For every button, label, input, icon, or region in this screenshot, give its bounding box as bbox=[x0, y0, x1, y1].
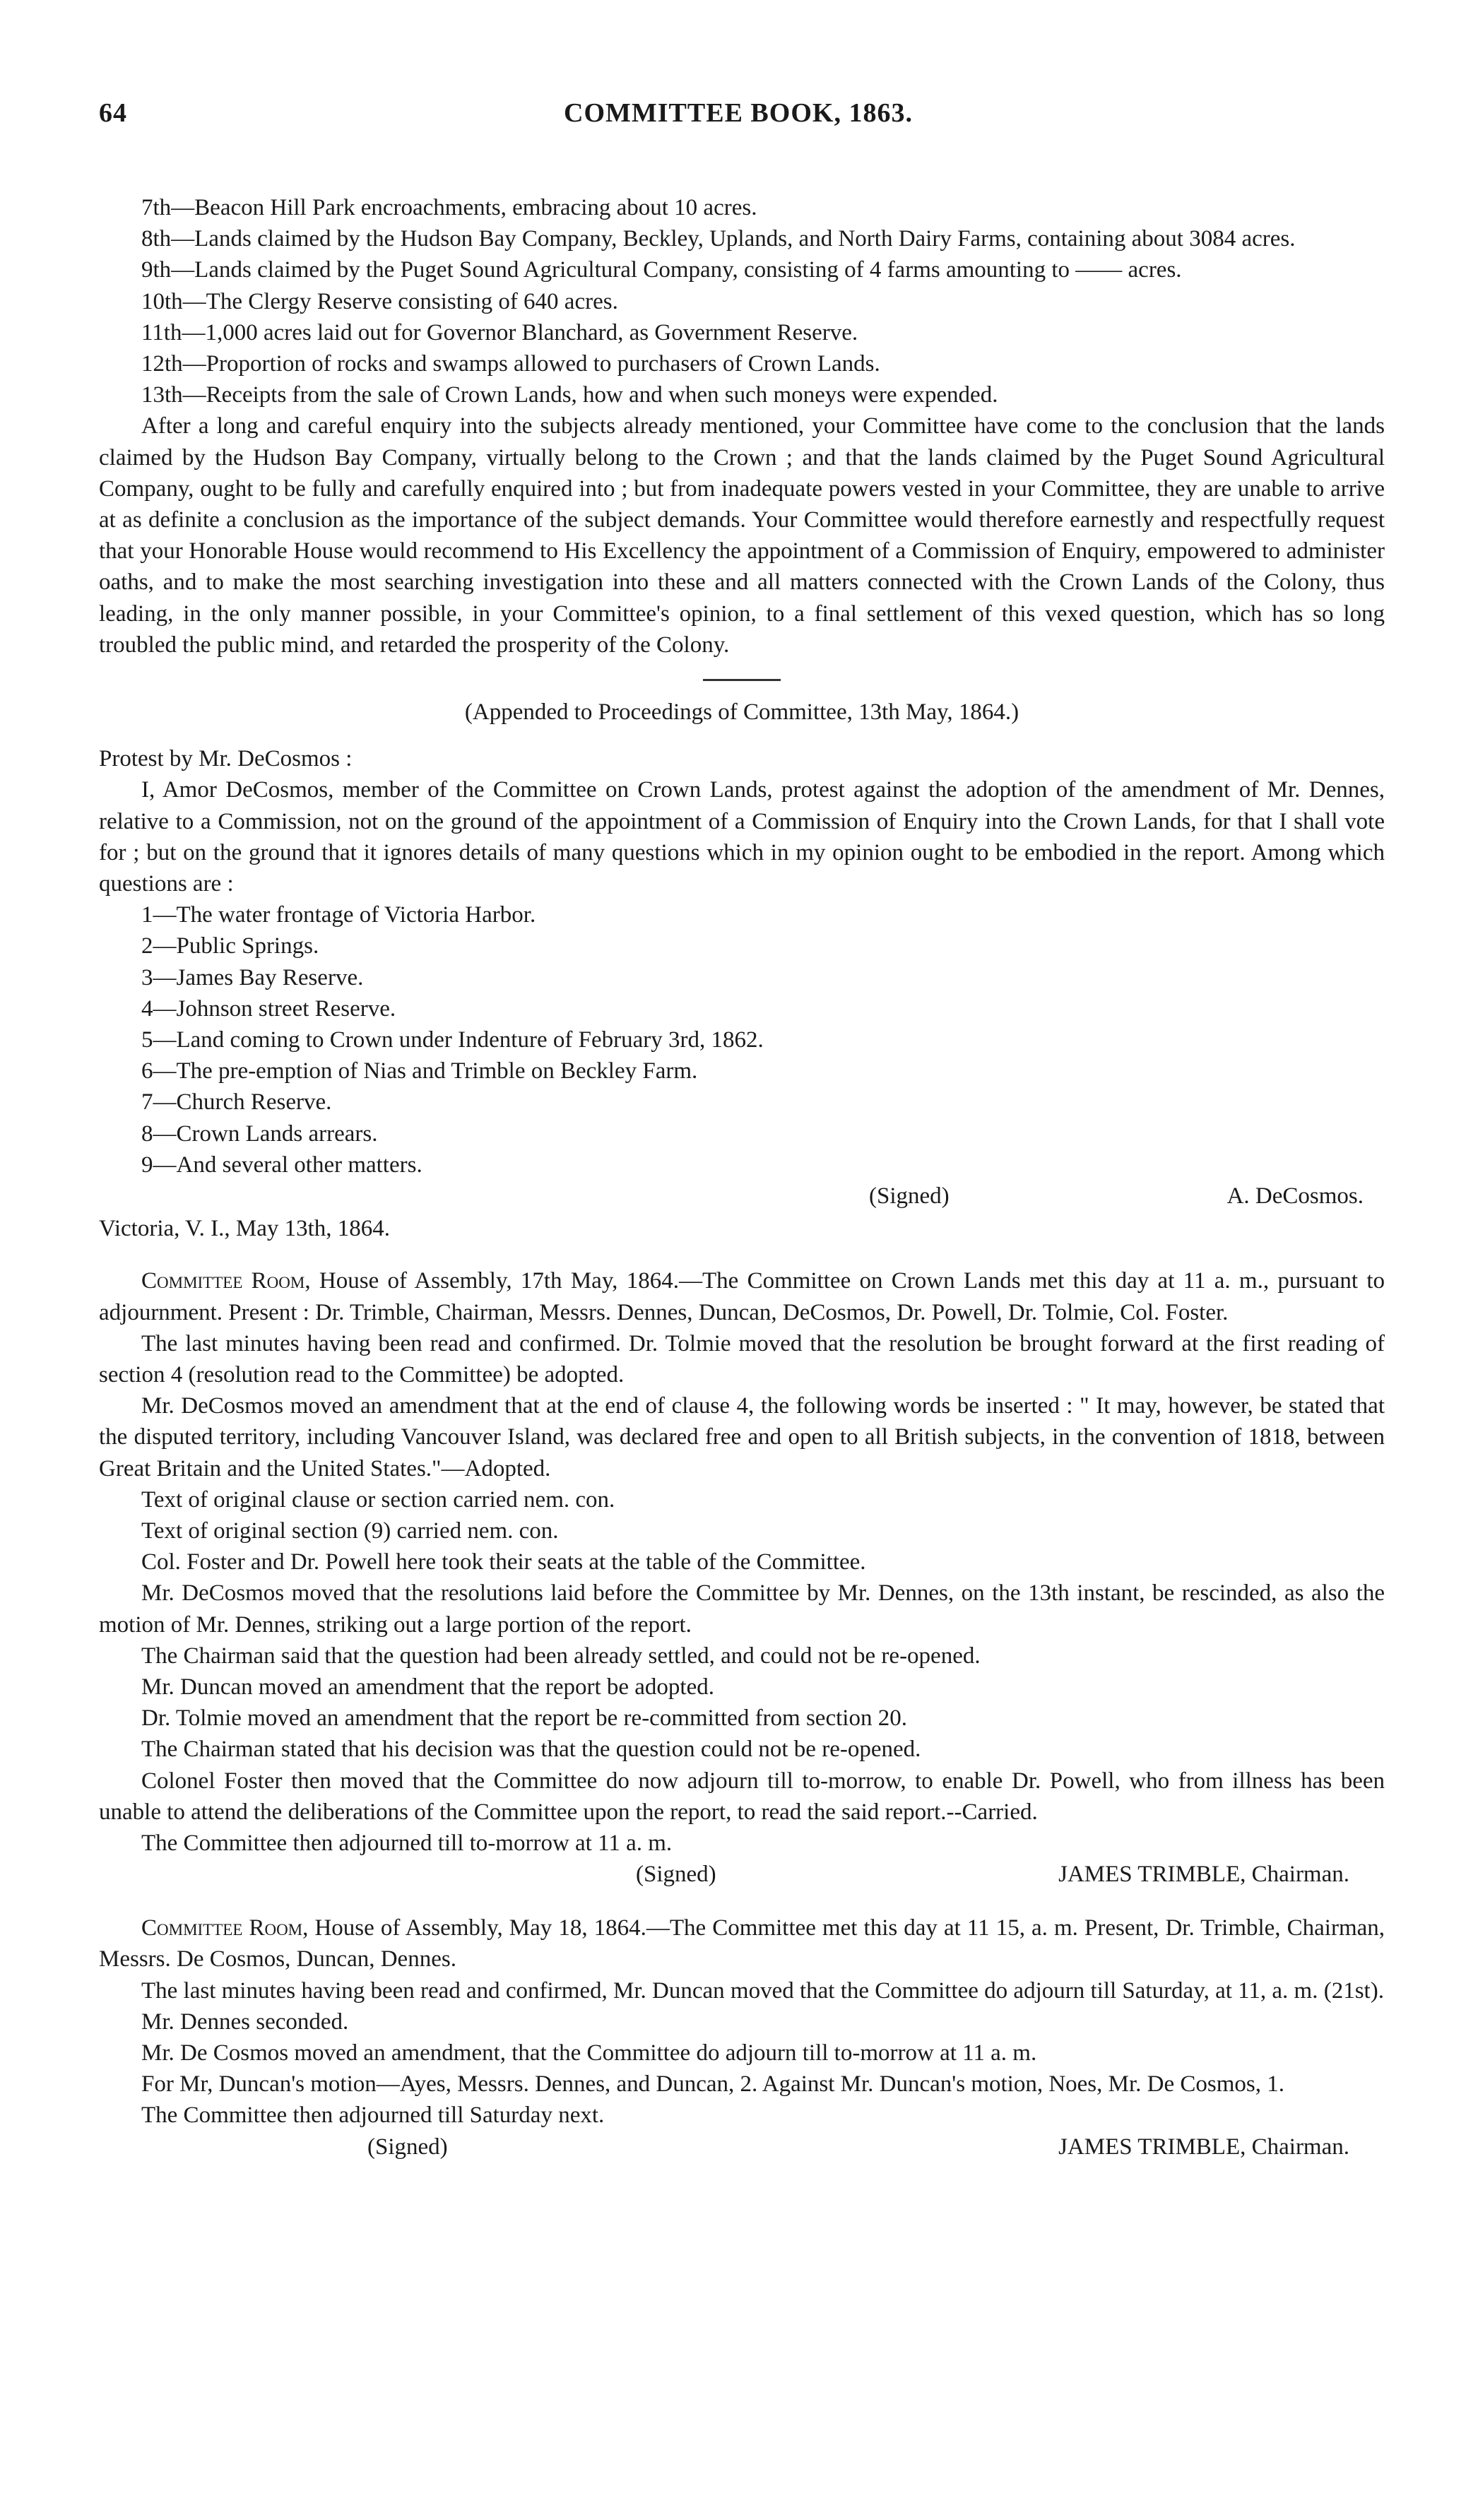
minutes-lead: Committee Room, bbox=[141, 1268, 311, 1294]
section-divider bbox=[703, 679, 781, 681]
protest-item: 8—Crown Lands arrears. bbox=[141, 1120, 378, 1147]
minutes-para: The last minutes having been read and confirmed. Dr. Tolmie moved that the resolution be brought forward at the first reading of section 4 (resolution read to the Committee) be adopted. bbox=[99, 1330, 1385, 1388]
report-item: 8th—Lands claimed by the Hudson Bay Company, Beckley, Uplands, and North Dairy Farms, containing about 3084 acres. bbox=[141, 226, 1296, 252]
protest-item: 9—And several other matters. bbox=[141, 1152, 422, 1178]
report-item: 12th—Proportion of rocks and swamps allowed to purchasers of Crown Lands. bbox=[141, 351, 880, 377]
minutes-para: Mr. DeCosmos moved an amendment that at the end of clause 4, the following words be inserted : " It may, however, be stated that the disputed territory, including Vancouver Island, was declared free and open to all British subjects, in the convention of 1818, between Great Britain and the United States."—Adopted. bbox=[99, 1393, 1385, 1481]
minutes-opening-text: House of Assembly, May 18, 1864.—The Committee met this day at 11 15, a. m. Present, Dr. Trimble, Chairman, Messrs. De Cosmos, Duncan, Dennes. bbox=[99, 1915, 1385, 1972]
minutes-para: Dr. Tolmie moved an amendment that the report be re-committed from section 20. bbox=[141, 1705, 907, 1732]
page-body bbox=[99, 192, 1385, 2164]
minutes-opening bbox=[99, 1265, 1385, 1327]
report-item: 13th—Receipts from the sale of Crown Lands, how and when such moneys were expended. bbox=[141, 382, 998, 408]
minutes-may-18 bbox=[99, 1912, 1385, 2163]
report-item: 7th—Beacon Hill Park encroachments, embracing about 10 acres. bbox=[141, 195, 757, 220]
protest-item: 3—James Bay Reserve. bbox=[141, 964, 364, 990]
minutes-para: Mr. DeCosmos moved that the resolutions laid before the Committee by Mr. Dennes, on the 13th instant, be rescinded, as also the motion of Mr. Dennes, striking out a large portion of the report. bbox=[99, 1580, 1385, 1638]
protest-item: 2—Public Springs. bbox=[141, 933, 319, 959]
protest-item: 5—Land coming to Crown under Indenture of February 3rd, 1862. bbox=[141, 1027, 764, 1053]
protest-section bbox=[99, 697, 1385, 1244]
signed-label: (Signed) bbox=[367, 2134, 448, 2160]
report-item: 10th—The Clergy Reserve consisting of 640 acres. bbox=[141, 288, 618, 314]
protest-item: 4—Johnson street Reserve. bbox=[141, 995, 396, 1022]
minutes-opening bbox=[99, 1912, 1385, 1975]
running-title: COMMITTEE BOOK, 1863. bbox=[564, 98, 913, 128]
minutes-para: For Mr, Duncan's motion—Ayes, Messrs. Dennes, and Duncan, 2. Against Mr. Duncan's motion, Noes, Mr. De Cosmos, 1. bbox=[141, 2071, 1284, 2098]
signer-name: JAMES TRIMBLE, Chairman. bbox=[1058, 2134, 1349, 2160]
minutes-para: Col. Foster and Dr. Powell here took their seats at the table of the Committee. bbox=[141, 1549, 866, 1575]
page-number: 64 bbox=[99, 98, 127, 128]
protest-item: 7—Church Reserve. bbox=[141, 1089, 332, 1116]
minutes-para: Text of original clause or section carried nem. con. bbox=[141, 1486, 615, 1513]
report-conclusion: After a long and careful enquiry into the subjects already mentioned, your Committee have come to the conclusion that the lands claimed by the Hudson Bay Company, virtually belong to the Crown ; and that the lands claimed by the Puget Sound Agricultural Company, ought to be fully and carefully enquired into ; but from inadequate powers vested in your Committee, they are unable to arrive at as definite a conclusion as the importance of the subject demands. Your Committee would therefore earnestly and respectfully request that your Honorable House would recommend to His Excellency the appointment of a Commission of Enquiry, empowered to administer oaths, and to make the most searching investigation into these and all matters connected with the Crown Lands of the Colony, thus leading, in the only manner possible, in your Committee's opinion, to a final settlement of this vexed question, which has so long troubled the public mind, and retarded the prosperity of the Colony. bbox=[99, 413, 1385, 658]
minutes-opening-text: House of Assembly, 17th May, 1864.—The Committee on Crown Lands met this day at 11 a. m., pursuant to adjournment. Present : Dr. Trimble, Chairman, Messrs. Dennes, Duncan, DeCosmos, Dr. Powell, Dr. Tolmie, Col. Foster. bbox=[99, 1268, 1385, 1325]
minutes-para: The Chairman stated that his decision was that the question could not be re-opened. bbox=[141, 1737, 921, 1763]
report-item: 9th—Lands claimed by the Puget Sound Agricultural Company, consisting of 4 farms amounting to —— acres. bbox=[141, 257, 1182, 283]
protest-intro: Protest by Mr. DeCosmos : bbox=[99, 746, 353, 772]
minutes-para: Colonel Foster then moved that the Committee do now adjourn till to-morrow, to enable Dr. Powell, who from illness has been unable to attend the deliberations of the Committee upon the report, to read the said report.--Carried. bbox=[99, 1768, 1385, 1825]
protest-item: 6—The pre-emption of Nias and Trimble on Beckley Farm. bbox=[141, 1058, 698, 1084]
protest-place-date: Victoria, V. I., May 13th, 1864. bbox=[99, 1216, 391, 1242]
minutes-lead: Committee Room, bbox=[141, 1915, 309, 1941]
minutes-para: Mr. De Cosmos moved an amendment, that the Committee do adjourn till to-morrow at 11 a. m. bbox=[141, 2040, 1037, 2066]
report-items-list bbox=[99, 192, 1385, 410]
minutes-may-17 bbox=[99, 1265, 1385, 1891]
page-header bbox=[99, 97, 1378, 140]
signed-label: (Signed) bbox=[636, 1862, 716, 1888]
minutes-para: Text of original section (9) carried nem. con. bbox=[141, 1518, 559, 1544]
minutes-para: Mr. Duncan moved an amendment that the report be adopted. bbox=[141, 1674, 714, 1700]
signer-name: JAMES TRIMBLE, Chairman. bbox=[1058, 1862, 1349, 1888]
report-item: 11th—1,000 acres laid out for Governor Blanchard, as Government Reserve. bbox=[141, 319, 858, 345]
minutes-para: Mr. Dennes seconded. bbox=[141, 2009, 349, 2035]
signer-name: A. DeCosmos. bbox=[1226, 1183, 1364, 1209]
minutes-signature bbox=[99, 1859, 1385, 1891]
protest-text: I, Amor DeCosmos, member of the Committee on Crown Lands, protest against the adoption of the amendment of Mr. Dennes, relative to a Commission, not on the ground of the appointment of a Commission of Enquiry into the Crown Lands, for that I shall vote for ; but on the ground that it ignores details of many questions which in my opinion ought to be embodied in the report. Among which questions are : bbox=[99, 777, 1385, 897]
minutes-para: The last minutes having been read and confirmed, Mr. Duncan moved that the Committee do adjourn till Saturday, at 11, a. m. (21st). bbox=[141, 1977, 1384, 2004]
protest-heading: (Appended to Proceedings of Committee, 13th May, 1864.) bbox=[464, 699, 1019, 726]
minutes-para: The Committee then adjourned till Saturday next. bbox=[141, 2102, 605, 2129]
minutes-signature bbox=[99, 2131, 1385, 2164]
minutes-para: The Chairman said that the question had been already settled, and could not be re-opened. bbox=[141, 1643, 981, 1669]
signed-label: (Signed) bbox=[869, 1183, 950, 1209]
protest-signature bbox=[99, 1181, 1385, 1213]
minutes-para: The Committee then adjourned till to-morrow at 11 a. m. bbox=[141, 1830, 673, 1856]
protest-item: 1—The water frontage of Victoria Harbor. bbox=[141, 902, 536, 928]
